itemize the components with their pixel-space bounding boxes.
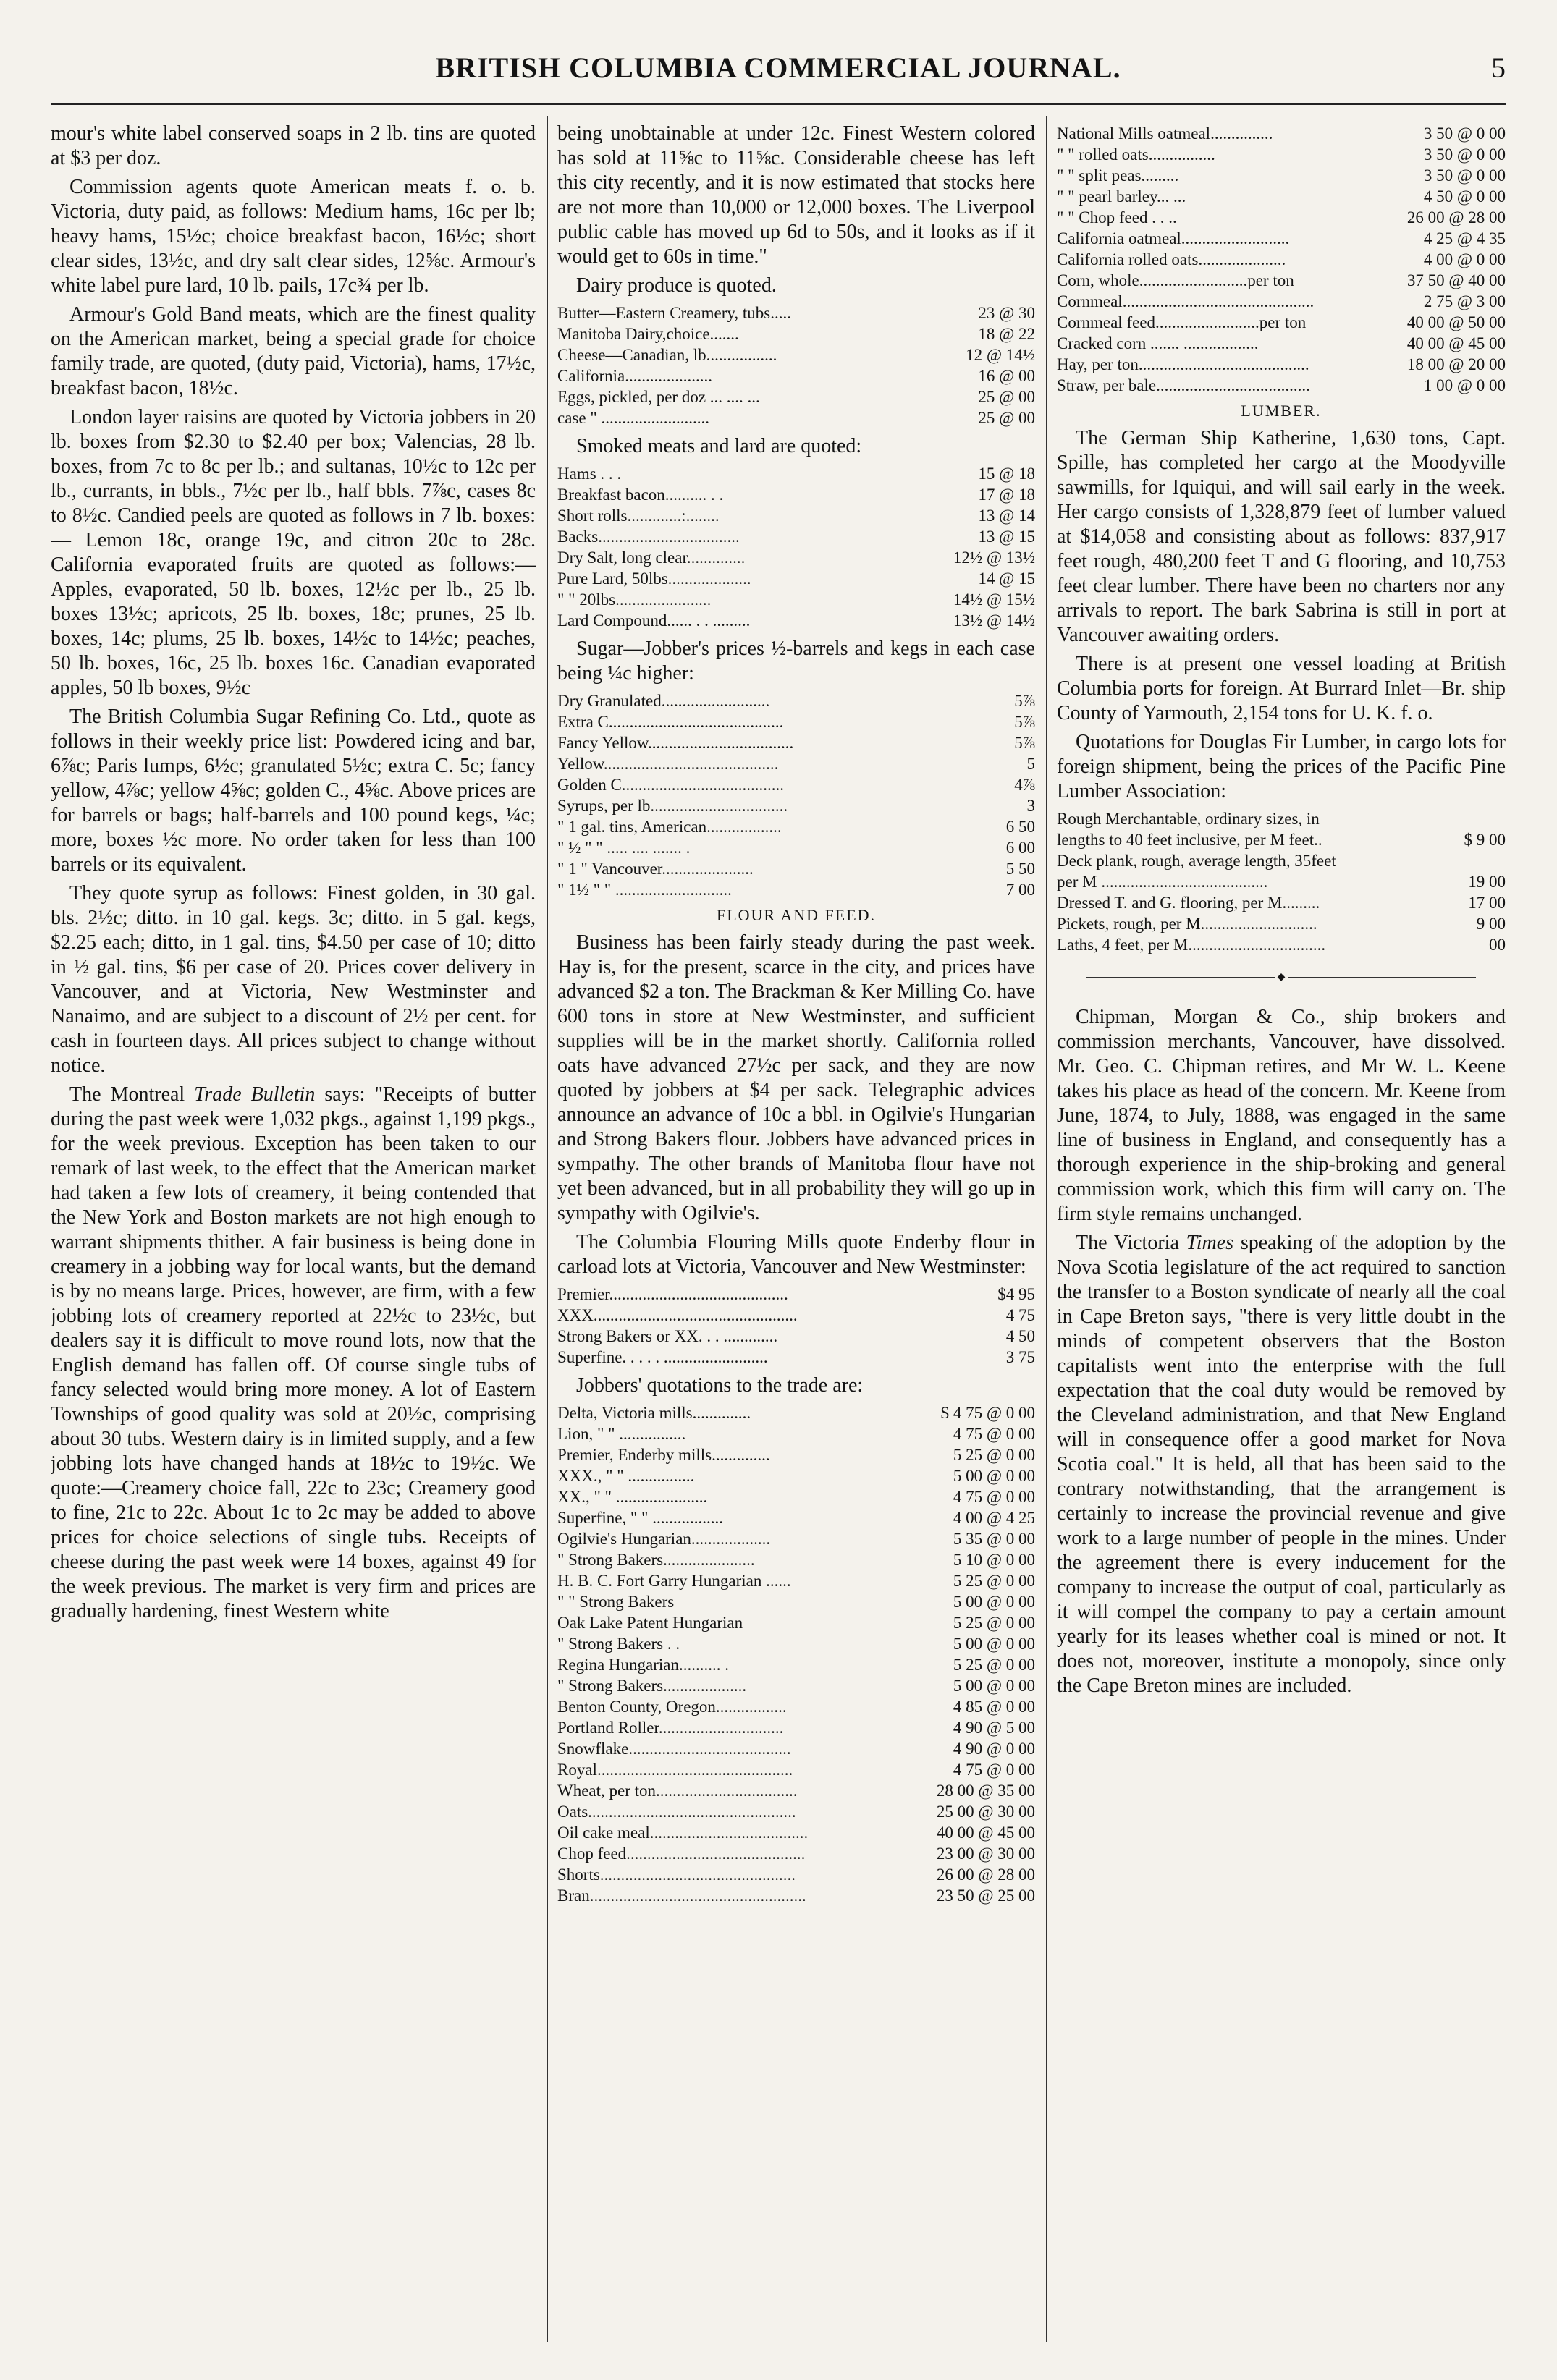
price-value: 5 00 @ 0 00 <box>953 1593 1035 1611</box>
section-lead: Jobbers' quotations to the trade are: <box>576 1374 864 1397</box>
price-value: 5 25 @ 0 00 <box>953 1614 1035 1632</box>
price-row <box>1057 165 1506 186</box>
price-item: California..................... <box>557 367 712 385</box>
price-item: " Strong Bakers.................... <box>557 1677 747 1695</box>
price-value: 40 00 @ 50 00 <box>1406 313 1506 331</box>
price-row <box>557 1305 1035 1326</box>
price-item: " 1 gal. tins, American.................. <box>557 818 782 836</box>
header-rule <box>51 103 1506 105</box>
price-row <box>557 1326 1035 1347</box>
price-value: 23 @ 30 <box>978 304 1035 322</box>
price-row <box>1057 871 1506 892</box>
price-item: per M ........................................ <box>1057 873 1268 891</box>
price-row <box>1057 829 1506 850</box>
price-value: 18 @ 22 <box>978 325 1035 343</box>
price-row <box>557 1284 1035 1305</box>
price-value: 26 00 @ 28 00 <box>936 1866 1035 1884</box>
price-item: Straw, per bale..................................... <box>1057 376 1310 394</box>
price-value: 5 <box>1026 755 1035 773</box>
price-item: Dry Granulated.......................... <box>557 692 770 710</box>
price-value: 5⅞ <box>1014 713 1035 731</box>
price-item: Backs.................................. <box>557 528 740 546</box>
price-item: Bran.................................................... <box>557 1886 806 1905</box>
price-value: 4 00 @ 4 25 <box>953 1509 1035 1527</box>
article-paragraph: There is at present one vessel loading at British Columbia ports for foreign. At Burrard Inlet—Br. ship County of Yarmouth, 2,154 tons for U. K. f. o. <box>1057 653 1506 724</box>
price-table-smoked-meats <box>557 463 1035 631</box>
price-value: 13½ @ 14½ <box>953 611 1035 630</box>
price-value: 23 00 @ 30 00 <box>936 1845 1035 1863</box>
publication-name: Times <box>1186 1232 1234 1254</box>
page-number: 5 <box>1491 51 1506 84</box>
article-paragraph: Armour's Gold Band meats, which are the finest quality on the American market, being a special grade for choice family trade, are quoted, (duty paid, Victoria), hams, 17½c, breakfast bacon, 18½c. <box>51 303 536 399</box>
price-value: 2 75 @ 3 00 <box>1423 292 1506 310</box>
price-row <box>557 463 1035 484</box>
article-paragraph: Commission agents quote American meats f. o. b. Victoria, duty paid, as follows: Medium hams, 16c per lb; heavy hams, 15½c; choice breakfast bacon, 16½c; short clear sides, 13½c, and dry salt clear sides, 12⅝c. Armour's white label pure lard, 10 lb. pails, 17c¾ per lb. <box>51 176 536 297</box>
price-row <box>557 753 1035 774</box>
price-value: 3 50 @ 0 00 <box>1423 124 1506 143</box>
price-row <box>557 568 1035 589</box>
price-row <box>1057 375 1506 396</box>
price-row <box>557 690 1035 711</box>
price-row <box>557 526 1035 547</box>
article-paragraph: Business has been fairly steady during the past week. Hay is, for the present, scarce in the city, and prices have advanced $2 a ton. The Brackman & Ker Milling Co. have 600 tons in store at New Westminster, and sufficient supplies will be in the market shortly. California rolled oats have advanced 27½c per sack, and they are now quoted by jobbers at $4 per sack. Telegraphic advices announce an advance of 10c a bbl. in Ogilvie's Hungarian and Strong Bakers flour. Jobbers have advanced prices in sympathy. The other brands of Manitoba flour have not yet been advanced, but in all probability they will go up in sympathy with Ogilvie's. <box>557 931 1035 1224</box>
price-value: 15 @ 18 <box>978 465 1035 483</box>
price-item: California rolled oats..................... <box>1057 250 1286 268</box>
price-row <box>1057 333 1506 354</box>
price-item: Shorts............................................... <box>557 1866 796 1884</box>
price-table-flour-mills <box>557 1284 1035 1368</box>
price-value: 4 75 @ 0 00 <box>953 1425 1035 1443</box>
price-item: Oats.................................................. <box>557 1803 796 1821</box>
price-value: 4 90 @ 0 00 <box>953 1740 1035 1758</box>
publication-name: Trade Bulletin <box>194 1083 316 1106</box>
section-heading: FLOUR AND FEED. <box>716 906 877 924</box>
price-row <box>1057 808 1506 829</box>
article-paragraph <box>51 1083 536 1624</box>
section-lead: Sugar—Jobber's prices ½-barrels and kegs in each case being ¼c higher: <box>557 638 1035 685</box>
price-row <box>1057 850 1506 871</box>
price-value: 5 35 @ 0 00 <box>953 1530 1035 1548</box>
price-item: XXX., " " ................ <box>557 1467 695 1485</box>
price-table-dairy <box>557 302 1035 428</box>
column-2 <box>557 122 1035 2342</box>
article-paragraph: Quotations for Douglas Fir Lumber, in cargo lots for foreign shipment, being the prices of the Pacific Pine Lumber Association: <box>1057 731 1506 802</box>
price-value: 4 85 @ 0 00 <box>953 1698 1035 1716</box>
price-value: 23 50 @ 25 00 <box>936 1886 1035 1905</box>
price-row <box>1057 312 1506 333</box>
price-item: National Mills oatmeal............... <box>1057 124 1273 143</box>
article-paragraph: London layer raisins are quoted by Victoria jobbers in 20 lb. boxes from $2.30 to $2.40 per box; Valencias, 28 lb. boxes, from 7c to 8c per lb.; and sultanas, 10½c to 12c per lb., currants, in bbls., 7½c per lb., half bbls. 7⅞c, cases 8c to 8½c. Candied peels are quoted as follows in 7 lb. boxes:— Lemon 18c, orange 19c, and citron 20c to 28c. California evaporated fruits are quoted as follows:—Apples, evaporated, 50 lb. boxes, 12½c per lb., 25 lb. boxes 13½c; apricots, 25 lb. boxes, 18c; prunes, 25 lb. boxes, 14c; plums, 25 lb. boxes, 14½c to 14½c; peaches, 50 lb. boxes, 16c, 25 lb. boxes 16c. Canadian evaporated apples, 50 lb boxes, 9½c <box>51 406 536 699</box>
price-value: 3 50 @ 0 00 <box>1423 166 1506 185</box>
article-paragraph: mour's white label conserved soaps in 2 lb. tins are quoted at $3 per doz. <box>51 122 536 169</box>
article-paragraph: The German Ship Katherine, 1,630 tons, Capt. Spille, has completed her cargo at the Moodyville sawmills, for Iquiqui, and will sail early in the week. Her cargo consists of 1,328,879 feet of lumber valued at $14,058 and consisting about as follows: 837,917 feet rough, 480,200 feet T and G flooring, and 10,753 feet clear lumber. There have been no charters nor any arrivals to report. The bark Sabrina is still in port at Vancouver awaiting orders. <box>1057 427 1506 646</box>
price-value: 12½ @ 13½ <box>953 549 1035 567</box>
price-value: 5⅞ <box>1014 734 1035 752</box>
page-header <box>51 48 1506 98</box>
price-value: 5 50 <box>1005 860 1035 878</box>
price-row <box>1057 291 1506 312</box>
price-row <box>557 1717 1035 1738</box>
price-item: Syrups, per lb................................. <box>557 797 788 815</box>
article-paragraph: They quote syrup as follows: Finest golden, in 30 gal. bls. 2½c; ditto. in 10 gal. kegs. 3c; ditto. in 5 gal. kegs, $2.25 each; ditto, in 1 gal. tins, $4.50 per case of 10; ditto in ½ gal. tins, $6 per case of 20. Prices cover delivery in Vancouver, and at Victoria, New Westminster and Nanaimo, and are subject to a discount of 2½ per cent. for cash in fourteen days. All prices subject to change without notice. <box>51 882 536 1077</box>
price-row <box>557 1738 1035 1759</box>
price-row <box>1057 354 1506 375</box>
paragraph-lead: The Victoria <box>1076 1232 1179 1254</box>
price-row <box>557 1402 1035 1423</box>
price-row <box>557 1864 1035 1885</box>
price-row <box>1057 186 1506 207</box>
price-row <box>557 344 1035 365</box>
journal-title: BRITISH COLUMBIA COMMERCIAL JOURNAL. <box>435 51 1121 84</box>
price-value: 5⅞ <box>1014 692 1035 710</box>
price-value: 6 50 <box>1005 818 1035 836</box>
column-1 <box>51 122 536 2342</box>
price-value: 26 00 @ 28 00 <box>1406 208 1506 226</box>
price-item: Golden C....................................... <box>557 776 785 794</box>
price-table-lumber <box>1057 808 1506 955</box>
price-value: 4 75 @ 0 00 <box>953 1488 1035 1506</box>
price-item: Cracked corn ....... .................. <box>1057 334 1259 352</box>
price-item: Premier, Enderby mills.............. <box>557 1446 770 1464</box>
price-item: Benton County, Oregon................. <box>557 1698 787 1716</box>
price-row <box>557 795 1035 816</box>
price-item: Oak Lake Patent Hungarian <box>557 1614 743 1632</box>
price-item: H. B. C. Fort Garry Hungarian ...... <box>557 1572 791 1590</box>
price-item: " " 20lbs....................... <box>557 590 712 609</box>
price-row <box>557 323 1035 344</box>
price-value: 3 50 @ 0 00 <box>1423 145 1506 164</box>
price-value: 25 00 @ 30 00 <box>936 1803 1035 1821</box>
price-item: California oatmeal.......................... <box>1057 229 1290 247</box>
price-item: " " rolled oats................ <box>1057 145 1215 164</box>
price-item: Cornmeal feed.........................per ton <box>1057 313 1307 331</box>
price-value: 16 @ 00 <box>978 367 1035 385</box>
price-value: 5 10 @ 0 00 <box>953 1551 1035 1569</box>
price-item: Premier........................................... <box>557 1285 788 1303</box>
price-item: Yellow.......................................... <box>557 755 779 773</box>
price-row <box>557 711 1035 732</box>
price-value: 18 00 @ 20 00 <box>1406 355 1506 373</box>
price-item: " 1 " Vancouver...................... <box>557 860 754 878</box>
price-item: Pickets, rough, per M............................ <box>1057 915 1317 933</box>
price-item: Royal............................................... <box>557 1761 793 1779</box>
price-table-sugar <box>557 690 1035 900</box>
price-item: Strong Bakers or XX. . . ............. <box>557 1327 778 1345</box>
price-row <box>557 816 1035 837</box>
price-row <box>557 547 1035 568</box>
price-item: Manitoba Dairy,choice....... <box>557 325 739 343</box>
price-row <box>1057 913 1506 934</box>
price-value: $ 4 75 @ 0 00 <box>940 1404 1035 1422</box>
price-item: " Strong Bakers . . <box>557 1635 680 1653</box>
price-item: Corn, whole..........................per ton <box>1057 271 1294 289</box>
price-row <box>557 858 1035 879</box>
price-value: 13 @ 14 <box>978 507 1035 525</box>
price-item: " " Strong Bakers <box>557 1593 675 1611</box>
price-value <box>1442 808 1506 829</box>
section-heading: LUMBER. <box>1241 402 1322 420</box>
price-item: lengths to 40 feet inclusive, per M feet.. <box>1057 831 1322 849</box>
price-row <box>557 1654 1035 1675</box>
price-item: Snowflake....................................... <box>557 1740 791 1758</box>
price-value: 5 25 @ 0 00 <box>953 1572 1035 1590</box>
price-value: 40 00 @ 45 00 <box>936 1824 1035 1842</box>
price-item: Rough Merchantable, ordinary sizes, in <box>1057 810 1320 828</box>
price-row <box>557 732 1035 753</box>
price-row <box>557 1675 1035 1696</box>
price-value: 13 @ 15 <box>978 528 1035 546</box>
price-row <box>557 302 1035 323</box>
price-item: XXX................................................. <box>557 1306 798 1324</box>
price-value: 17 00 <box>1468 894 1506 912</box>
price-value: 17 @ 18 <box>978 486 1035 504</box>
price-row <box>557 1528 1035 1549</box>
price-item: Cheese—Canadian, lb................. <box>557 346 777 364</box>
price-value: 9 00 <box>1476 915 1506 933</box>
price-value: 4 75 @ 0 00 <box>953 1761 1035 1779</box>
column-divider <box>1046 116 1047 2342</box>
price-item: Cornmeal.............................................. <box>1057 292 1315 310</box>
price-item: Fancy Yellow................................... <box>557 734 794 752</box>
price-item: Lard Compound...... . . ......... <box>557 611 751 630</box>
price-value: 4 90 @ 5 00 <box>953 1719 1035 1737</box>
price-item: " Strong Bakers...................... <box>557 1551 755 1569</box>
column-divider <box>547 116 548 2342</box>
price-item: Superfine, " " ................. <box>557 1509 723 1527</box>
price-row <box>1057 228 1506 249</box>
price-value: 19 00 <box>1468 873 1506 891</box>
price-value: 3 75 <box>1005 1348 1035 1366</box>
price-value: 5 00 @ 0 00 <box>953 1677 1035 1695</box>
price-row <box>557 1570 1035 1591</box>
article-paragraph: The Columbia Flouring Mills quote Enderby flour in carload lots at Victoria, Vancouver and New Westminster: <box>557 1231 1035 1278</box>
article-paragraph: being unobtainable at under 12c. Finest Western colored has sold at 11⅝c to 11⅝c. Considerable cheese has left this city recently, and it is now estimated that stocks here are not more than 10,000 or 12,000 boxes. The Liverpool public cable has moved up 6d to 50s, and it looks as if it would get to 60s in time." <box>557 122 1035 268</box>
price-item: Delta, Victoria mills.............. <box>557 1404 751 1422</box>
price-item: Breakfast bacon.......... . . <box>557 486 724 504</box>
price-row <box>1057 270 1506 291</box>
price-row <box>557 879 1035 900</box>
price-row <box>557 1843 1035 1864</box>
price-row <box>557 484 1035 505</box>
price-value: 5 25 @ 0 00 <box>953 1446 1035 1464</box>
price-value: 4 00 @ 0 00 <box>1423 250 1506 268</box>
price-value: 37 50 @ 40 00 <box>1406 271 1506 289</box>
price-row <box>1057 207 1506 228</box>
article-paragraph: Chipman, Morgan & Co., ship brokers and commission merchants, Vancouver, have dissolved. Mr. Geo. C. Chipman retires, and Mr W. L. Keene takes his place as head of the concern. Mr. Keene from June, 1874, to July, 1888, was engaged in the same line of business in England, and consequently has a thorough experience in the ship-broking and general commission work, which this firm will carry on. The firm style remains unchanged. <box>1057 1006 1506 1225</box>
price-value: 4 50 <box>1005 1327 1035 1345</box>
price-table-jobbers <box>557 1402 1035 1906</box>
price-item: XX., " " ...................... <box>557 1488 708 1506</box>
price-row <box>557 1347 1035 1368</box>
price-row <box>557 589 1035 610</box>
price-item: " " split peas......... <box>1057 166 1179 185</box>
price-row <box>557 1633 1035 1654</box>
article-paragraph: The British Columbia Sugar Refining Co. Ltd., quote as follows in their weekly price list: Powdered icing and bar, 6⅞c; Paris lumps, 6½c; granulated 5½c; extra C. 5c; fancy yellow, 4⅞c; yellow 4⅝c; golden C., 4⅝c. Above prices are for barrels or bags; half-barrels and 100 pound kegs, ¼c; more, boxes ½c more. No order taken for less than 100 barrels or its equivalent. <box>51 706 536 876</box>
price-value: 4⅞ <box>1014 776 1035 794</box>
price-row <box>557 1465 1035 1486</box>
price-row <box>1057 249 1506 270</box>
price-item: Portland Roller.............................. <box>557 1719 784 1737</box>
price-row <box>557 1507 1035 1528</box>
price-item: Eggs, pickled, per doz ... .... ... <box>557 388 760 406</box>
price-value: 14 @ 15 <box>978 569 1035 588</box>
price-row <box>557 505 1035 526</box>
price-item: Short rolls.............:........ <box>557 507 720 525</box>
price-row <box>557 1822 1035 1843</box>
paragraph-body: says: "Receipts of butter during the past week were 1,032 pkgs., against 1,199 pkgs., for the week previous. Exception has been taken to our remark of last week, to the effect that the American market had taken a few lots of creamery, it being contended that the New York and Boston markets are not high enough to warrant shipments thither. A fair business is being done in creamery in a jobbing way for local wants, but the demand is by no means large. Prices, however, are firm, with a few jobbing lots of creamery reported at 22½c to 23½c, but dealers say it is difficult to move round lots, now that the English demand has fallen off. Of course single tubs of fancy selected would bring more money. A lot of Eastern Townships of good quality was sold at 20½c, comprising about 30 tubs. Western dairy is in limited supply, and a few jobbing lots have changed hands at 18½c to 19½c. We quote:—Creamery choice fall, 22c to 23c; Creamery good to fine, 21c to 22c. About 1c to 2c may be added to above prices for choice selections of single tubs. Receipts of cheese during the past week were 14 boxes, against 49 for the week previous. The market is very firm and prices are gradually hardening, finest Western white <box>51 1083 536 1622</box>
price-value: $4 95 <box>997 1285 1035 1303</box>
price-row <box>1057 892 1506 913</box>
price-row <box>557 1423 1035 1444</box>
price-row <box>557 386 1035 407</box>
price-row <box>557 407 1035 428</box>
price-item: Butter—Eastern Creamery, tubs..... <box>557 304 791 322</box>
price-value: 4 75 <box>1005 1306 1035 1324</box>
price-item: " 1½ " " ............................ <box>557 881 732 899</box>
price-row <box>557 1612 1035 1633</box>
price-item: case " .......................... <box>557 409 709 427</box>
price-item: Laths, 4 feet, per M................................. <box>1057 936 1326 954</box>
price-value: 4 50 @ 0 00 <box>1423 187 1506 206</box>
price-value: 40 00 @ 45 00 <box>1406 334 1506 352</box>
price-value: 6 00 <box>1005 839 1035 857</box>
price-row <box>557 837 1035 858</box>
price-row <box>557 774 1035 795</box>
section-divider: ◆ <box>1057 971 1506 983</box>
price-item: " " Chop feed . . .. <box>1057 208 1177 226</box>
price-value: 25 @ 00 <box>978 388 1035 406</box>
price-value <box>1442 850 1506 871</box>
price-value: 5 00 @ 0 00 <box>953 1467 1035 1485</box>
price-item: Regina Hungarian.......... . <box>557 1656 729 1674</box>
price-item: Pure Lard, 50lbs.................... <box>557 569 751 588</box>
price-item: Dressed T. and G. flooring, per M......... <box>1057 894 1320 912</box>
price-value: 28 00 @ 35 00 <box>936 1782 1035 1800</box>
price-item: Dry Salt, long clear.............. <box>557 549 746 567</box>
price-item: Ogilvie's Hungarian................... <box>557 1530 771 1548</box>
price-row <box>557 1444 1035 1465</box>
price-row <box>557 1759 1035 1780</box>
price-value: $ 9 00 <box>1464 831 1506 849</box>
section-lead: Dairy produce is quoted. <box>576 274 777 297</box>
price-item: Wheat, per ton.................................. <box>557 1782 798 1800</box>
section-lead: Smoked meats and lard are quoted: <box>576 435 862 457</box>
price-item: Lion, " " ................ <box>557 1425 686 1443</box>
price-item: " " pearl barley... ... <box>1057 187 1186 206</box>
paragraph-body: speaking of the adoption by the Nova Scotia legislature of the act required to sanction the transfer to a Boston syndicate of nearly all the coal in Cape Breton says, "there is very little doubt in the minds of competent observers that the Boston capitalists went into the enterprise with the full expectation that the coal duty would be removed by the Cleveland administration, and that New England will in consequence offer a good market for Nova Scotia coal." It is held, all that has been said to the contrary notwithstanding, that the arrangement is certainly to increase the provincial revenue and give work to a large number of people in the mines. Under the agreement there is every inducement for the company to increase the output of coal, particularly as it will compel the company to pay a certain amount yearly for its leases whether coal is mined or not. It does not, moreover, institute a monopoly, since only the Cape Breton mines are included. <box>1057 1232 1506 1697</box>
price-row <box>557 1885 1035 1906</box>
price-item: Superfine. . . . . ......................... <box>557 1348 768 1366</box>
price-row <box>1057 934 1506 955</box>
price-item: Oil cake meal...................................... <box>557 1824 809 1842</box>
price-item: " ½ " " ..... .... ....... . <box>557 839 691 857</box>
column-3 <box>1057 122 1506 2342</box>
paragraph-lead: The Montreal <box>69 1083 185 1106</box>
price-value: 5 25 @ 0 00 <box>953 1656 1035 1674</box>
price-item: Deck plank, rough, average length, 35feet <box>1057 852 1336 870</box>
price-value: 5 00 @ 0 00 <box>953 1635 1035 1653</box>
price-value: 25 @ 00 <box>978 409 1035 427</box>
price-item: Hay, per ton......................................... <box>1057 355 1309 373</box>
price-value: 1 00 @ 0 00 <box>1423 376 1506 394</box>
price-row <box>557 1591 1035 1612</box>
price-value: 14½ @ 15½ <box>953 590 1035 609</box>
article-paragraph <box>1057 1231 1506 1698</box>
price-value: 12 @ 14½ <box>966 346 1035 364</box>
price-table-feed <box>1057 123 1506 396</box>
price-row <box>1057 144 1506 165</box>
price-row <box>557 1486 1035 1507</box>
price-row <box>557 1549 1035 1570</box>
price-item: Extra C.......................................... <box>557 713 784 731</box>
price-row <box>557 1780 1035 1801</box>
price-row <box>557 610 1035 631</box>
price-item: Hams . . . <box>557 465 622 483</box>
price-row <box>557 1801 1035 1822</box>
price-value: 4 25 @ 4 35 <box>1423 229 1506 247</box>
price-value: 00 <box>1489 936 1506 954</box>
price-value: 7 00 <box>1005 881 1035 899</box>
price-row <box>557 365 1035 386</box>
price-item: Chop feed........................................... <box>557 1845 806 1863</box>
price-row <box>1057 123 1506 144</box>
price-row <box>557 1696 1035 1717</box>
price-value: 3 <box>1026 797 1035 815</box>
